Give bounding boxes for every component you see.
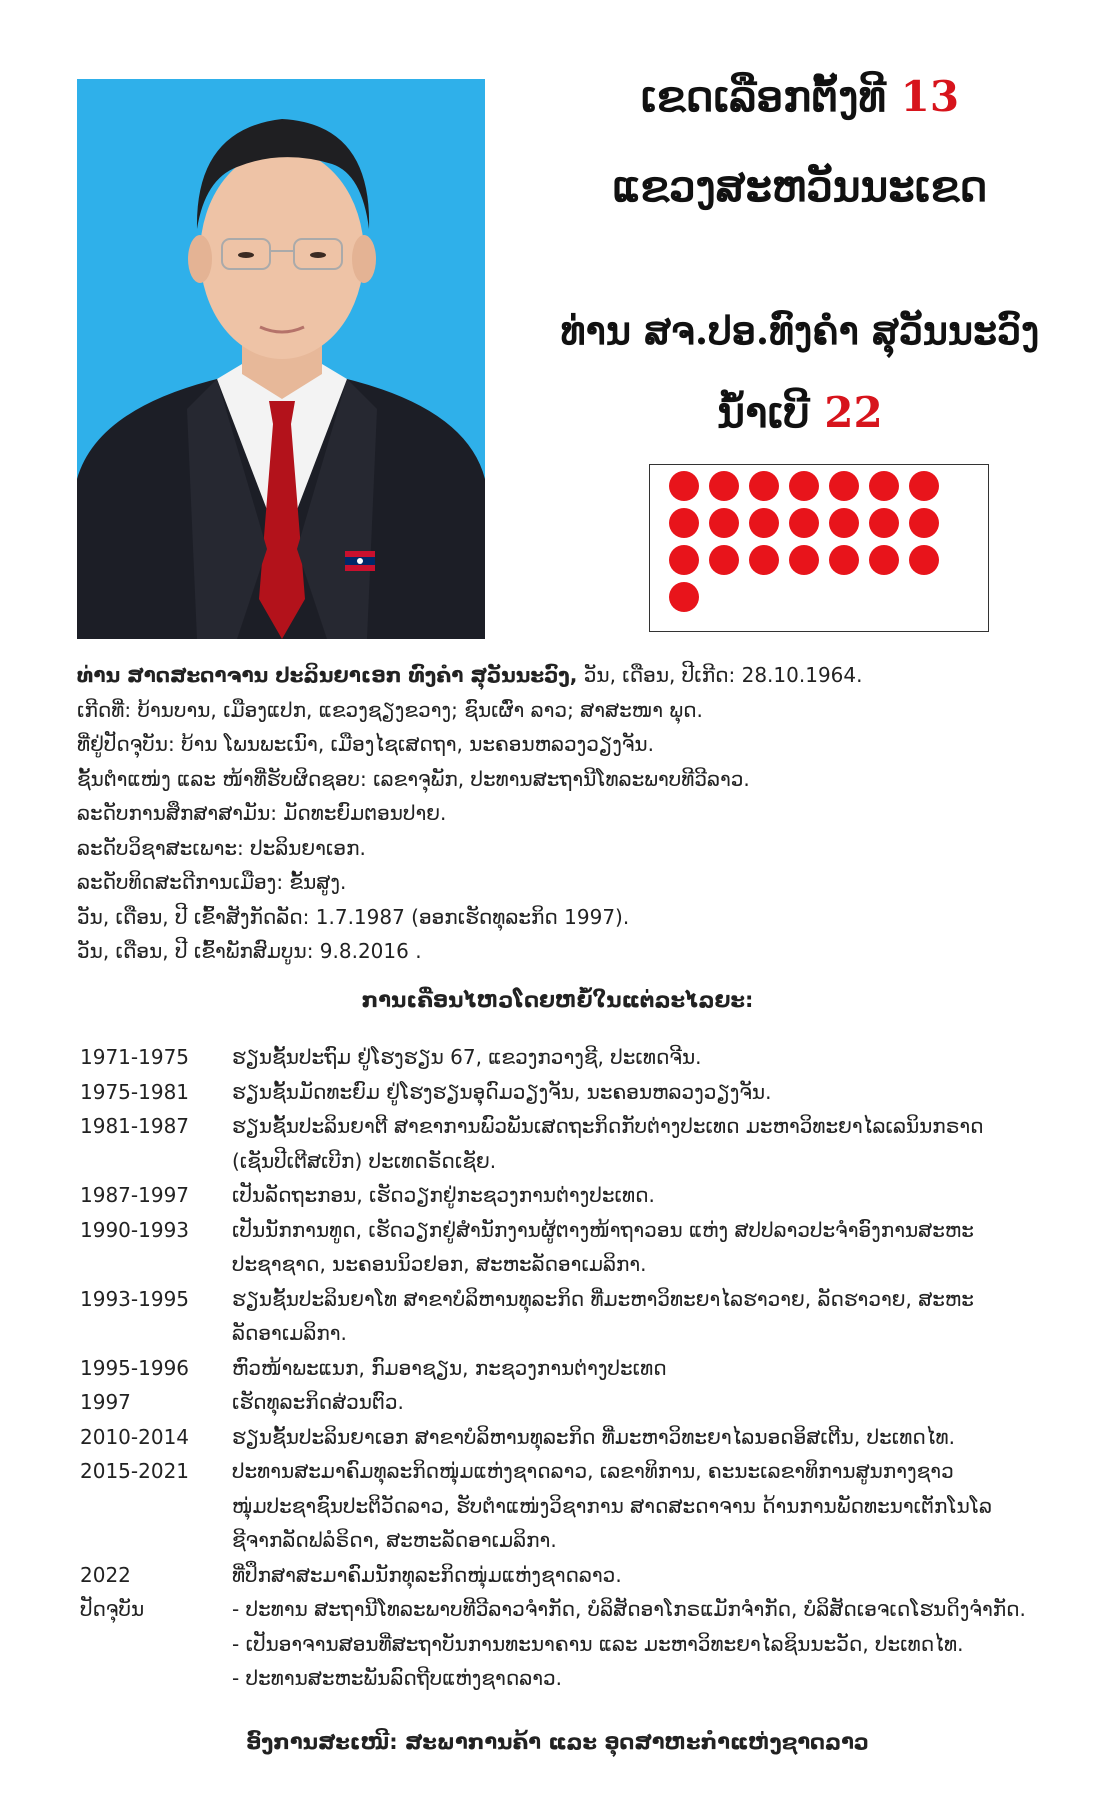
timeline-row (80, 1351, 1100, 1386)
ballot-dot (789, 471, 819, 501)
ballot-dot (669, 508, 699, 538)
timeline-text-line: ທີ່ປຶກສາສະມາຄົມນັກທຸລະກິດໜຸ່ມແຫ່ງຊາດລາວ. (232, 1562, 622, 1587)
bio-line: ວັນ, ເດືອນ, ປີ ເຂົ້າພັກສົມບູນ: 9.8.2016 . (77, 939, 422, 963)
timeline-year: 1997 (80, 1390, 131, 1414)
bio-dob: ວັນ, ເດືອນ, ປີເກີດ: 28.10.1964. (577, 663, 863, 687)
timeline-year: 1971-1975 (80, 1045, 190, 1069)
timeline-text (232, 1351, 1100, 1386)
ballot-dot (909, 545, 939, 575)
activities-title: ການເຄື່ອນໄຫວໂດຍຫຍໍ້ໃນແຕ່ລະໄລຍະ: (361, 988, 754, 1012)
timeline-text-line: ໜຸ່ມປະຊາຊົນປະຕິວັດລາວ, ຮັບຕຳແໜ່ງວິຊາການ ສາດສະດາຈານ ດ້ານການພັດທະນາເຕັກໂນໂລ (232, 1493, 992, 1518)
bio-line: ລະດັບການສຶກສາສາມັນ: ມັດທະຍົມຕອນປາຍ. (77, 801, 447, 825)
timeline-text-line: ຊີຈາກລັດຟລໍຣິດາ, ສະຫະລັດອາເມລິກາ. (232, 1528, 557, 1552)
ballot-dot (869, 471, 899, 501)
ballot-dot (869, 545, 899, 575)
timeline-text-line: ລັດອາເມລິກາ. (232, 1321, 347, 1345)
timeline-row (80, 1109, 1100, 1178)
timeline-row (80, 1385, 1100, 1420)
timeline-text (232, 1109, 1100, 1178)
bio-line: ເກີດທີ່: ບ້ານບານ, ເມືອງແປກ, ແຂວງຊຽງຂວາງ; ຊົນເຜົ່າ ລາວ; ສາສະໜາ ພຸດ. (77, 697, 703, 722)
timeline-text (232, 1075, 1100, 1110)
timeline-row (80, 1282, 1100, 1351)
ballot-dot (669, 582, 699, 612)
ballot-dot (669, 471, 699, 501)
bio-full-name: ທ່ານ ສາດສະດາຈານ ປະລິນຍາເອກ ທົງຄຳ ສຸວັນນະວົງ, (77, 663, 578, 687)
timeline-text (232, 1420, 1100, 1455)
timeline-text (232, 1282, 1100, 1351)
timeline-text (232, 1178, 1100, 1213)
timeline-text-line: ຮຽນຊັ້ນປະຖົມ ຢູ່ໂຮງຮຽນ 67, ແຂວງກວາງຊີ, ປະເທດຈີນ. (232, 1045, 702, 1069)
ballot-dot (749, 508, 779, 538)
nominator: ອົງການສະເໜີ: ສະພາການຄ້າ ແລະ ອຸດສາຫະກຳແຫ່ງຊາດລາວ (246, 1730, 869, 1754)
timeline-text (232, 1454, 1100, 1558)
ballot-dot (709, 471, 739, 501)
timeline-text (232, 1385, 1100, 1420)
timeline-text-line: ເປັນລັດຖະກອນ, ເຮັດວຽກຢູ່ກະຊວງການຕ່າງປະເທດ. (232, 1183, 655, 1207)
ballot-dot (709, 508, 739, 538)
constituency-number: 13 (900, 72, 960, 121)
ballot-dot (749, 545, 779, 575)
ballot-dots (650, 465, 987, 630)
timeline-text-line: ຮຽນຊັ້ນປະລິນຍາຕີ ສາຂາການພົວພັນເສດຖະກິດກັບຕ່າງປະເທດ ມະຫາວິທະຍາໄລເລນິນກຣາດ (232, 1114, 984, 1138)
candidate-name: ທ່ານ ສຈ.ປອ.ທົງຄຳ ສຸວັນນະວົງ (560, 308, 1040, 353)
timeline-year: 1990-1993 (80, 1217, 190, 1242)
timeline-row (80, 1558, 1100, 1593)
timeline-text-line: ຮຽນຊັ້ນມັດທະຍົມ ຢູ່ໂຮງຮຽນອຸດົມວຽງຈັນ, ນະຄອນຫລວງວຽງຈັນ. (232, 1079, 772, 1104)
timeline-text-line: - ເປັນອາຈານສອນທີ່ສະຖາບັນການທະນາຄານ ແລະ ມະຫາວິທະຍາໄລຊິນນະວັດ, ປະເທດໄທ. (232, 1631, 964, 1656)
ballot-dot (669, 545, 699, 575)
timeline-year: 1993-1995 (80, 1286, 190, 1311)
timeline-year: 1987-1997 (80, 1183, 190, 1207)
timeline-row (80, 1178, 1100, 1213)
ballot-dot-box (649, 464, 989, 632)
bio-line: ຊັ້ນຕຳແໜ່ງ ແລະ ໜ້າທີ່ຮັບຜິດຊອບ: ເລຂາຈຸພັກ, ປະທານສະຖານີໂທລະພາບທີວີລາວ. (77, 766, 750, 791)
timeline-text (232, 1213, 1100, 1282)
timeline-text-line: ເຮັດທຸລະກິດສ່ວນຕົວ. (232, 1390, 404, 1414)
timeline-year: 1981-1987 (80, 1114, 190, 1138)
timeline-text-line: - ປະທານ ສະຖານີໂທລະພາບທີວີລາວຈຳກັດ, ບໍລິສັດອາໂກຣແມັກຈຳກັດ, ບໍລິສັດເອຈເດໂຮນດິງຈຳກັດ. (232, 1597, 1026, 1621)
ballot-dot (909, 508, 939, 538)
ballot-dot (869, 508, 899, 538)
ballot-dot (829, 545, 859, 575)
timeline-year: 2015-2021 (80, 1459, 190, 1483)
bio-line: ທີ່ຢູ່ປັດຈຸບັນ: ບ້ານ ໂພນພະເນົາ, ເມືອງໄຊເສດຖາ, ນະຄອນຫລວງວຽງຈັນ. (77, 732, 654, 756)
constituency-label: ເຂດເລືອກຕັ້ງທີ (640, 72, 886, 121)
timeline-text (232, 1558, 1100, 1593)
number-label: ນ້ຳເບີ (717, 388, 810, 437)
timeline-row (80, 1213, 1100, 1282)
timeline-text-line: ຫົວໜ້າພະແນກ, ກົມອາຊຽນ, ກະຊວງການຕ່າງປະເທດ (232, 1355, 667, 1380)
timeline-text-line: ຮຽນຊັ້ນປະລິນຍາໂທ ສາຂາບໍລິຫານທຸລະກິດ ທີ່ມະຫາວິທະຍາໄລຮາວາຍ, ລັດຮາວາຍ, ສະຫະ (232, 1286, 974, 1311)
bio-name-line (77, 658, 1077, 693)
province-heading: ແຂວງສະຫວັນນະເຂດ (612, 162, 988, 211)
ballot-dot (829, 508, 859, 538)
timeline-row (80, 1454, 1100, 1558)
timeline-text-line: ເປັນນັກການທູດ, ເຮັດວຽກຢູ່ສຳນັກງານຜູ້ຕາງໜ້າຖາວອນ ແຫ່ງ ສປປລາວປະຈຳອົງການສະຫະ (232, 1217, 974, 1242)
candidate-number-heading (500, 388, 1100, 437)
timeline-text-line: ປະທານສະມາຄົມທຸລະກິດໜຸ່ມແຫ່ງຊາດລາວ, ເລຂາທິການ, ຄະນະເລຂາທິການສູນກາງຊາວ (232, 1459, 954, 1483)
timeline-row (80, 1592, 1100, 1696)
bio-line: ລະດັບທິດສະດີການເມືອງ: ຂັ້ນສູງ. (77, 870, 347, 894)
timeline-year: 2022 (80, 1562, 131, 1587)
ballot-dot (789, 508, 819, 538)
timeline-year: 1995-1996 (80, 1355, 190, 1380)
ballot-dot (829, 471, 859, 501)
timeline-row (80, 1040, 1100, 1075)
biography (77, 658, 1077, 969)
timeline-text-line: - ປະທານສະຫະພັນລົດຖີບແຫ່ງຊາດລາວ. (232, 1666, 562, 1690)
ballot-dot (709, 545, 739, 575)
timeline-year: 1975-1981 (80, 1079, 190, 1104)
ballot-dot (749, 471, 779, 501)
ballot-dot (789, 545, 819, 575)
timeline-row (80, 1420, 1100, 1455)
candidate-number: 22 (824, 388, 883, 437)
constituency-heading (500, 72, 1100, 121)
timeline-text (232, 1040, 1100, 1075)
timeline-text-line: ປະຊາຊາດ, ນະຄອນນິວຢອກ, ສະຫະລັດອາເມລິກາ. (232, 1252, 647, 1276)
timeline-year: 2010-2014 (80, 1424, 190, 1449)
activities-timeline (80, 1040, 1100, 1696)
timeline-text-line: (ເຊັນປີເຕີສເບີກ) ປະເທດຣັດເຊັຍ. (232, 1148, 497, 1173)
timeline-row (80, 1075, 1100, 1110)
ballot-dot (909, 471, 939, 501)
timeline-text-line: ຮຽນຊັ້ນປະລິນຍາເອກ ສາຂາບໍລິຫານທຸລະກິດ ທີ່ມະຫາວິທະຍາໄລນອດອິສເຕີນ, ປະເທດໄທ. (232, 1424, 955, 1449)
candidate-photo (77, 79, 485, 639)
bio-line: ລະດັບວິຊາສະເພາະ: ປະລິນຍາເອກ. (77, 835, 366, 860)
bio-line: ວັນ, ເດືອນ, ປີ ເຂົ້າສັງກັດລັດ: 1.7.1987 (ອອກເຮັດທຸລະກິດ 1997). (77, 904, 630, 929)
timeline-text (232, 1592, 1100, 1696)
timeline-year: ປັດຈຸບັນ (80, 1597, 145, 1621)
